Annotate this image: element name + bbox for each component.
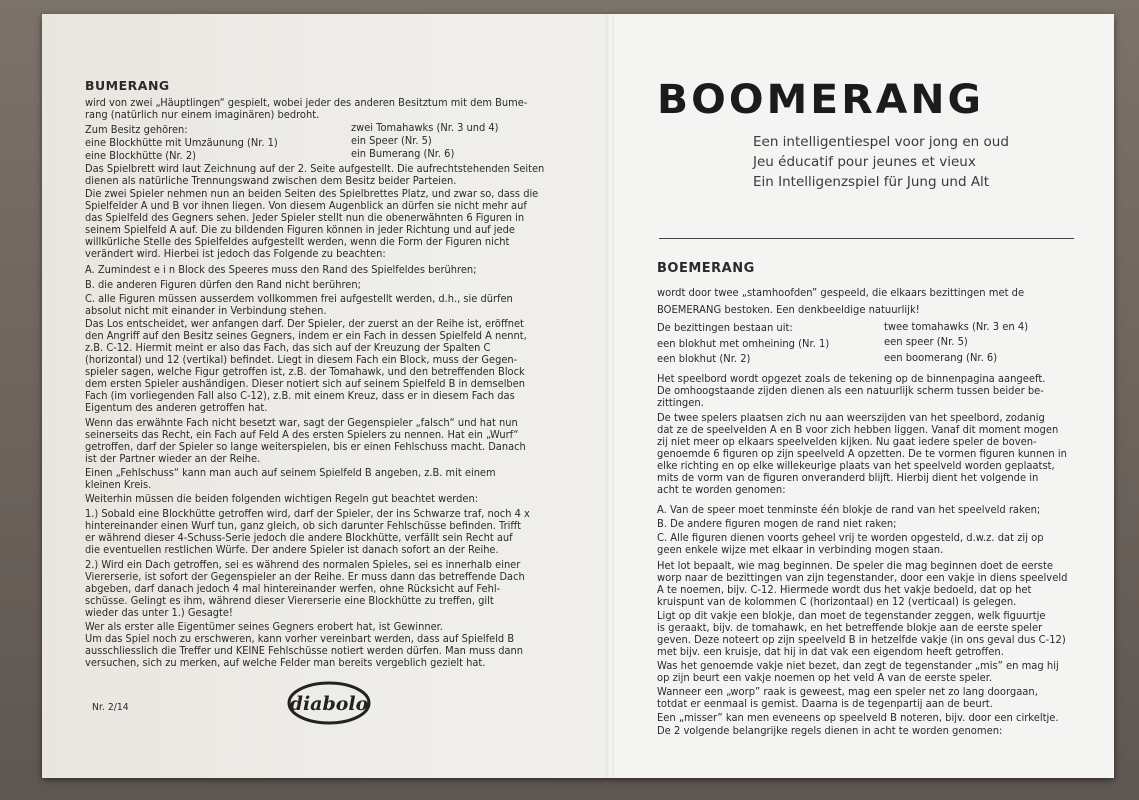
left-page <box>42 14 608 778</box>
right-line: De omhoogstaande zijden dienen als een natuurlijk scherm tussen beider be- <box>657 385 1044 397</box>
right-page <box>614 14 1114 778</box>
left-line: verändert wird. Hierbei ist jedoch das Folgende zu beachten: <box>85 248 386 260</box>
right-line: mits de vorm van de figuren onveranderd blijft. Hierbij dient het volgende in <box>657 472 1039 484</box>
fold-crease <box>606 14 614 778</box>
left-line: A. Zumindest e i n Block des Speeres muss den Rand des Spielfeldes berühren; <box>85 264 477 276</box>
page-title: BOOMERANG <box>657 77 985 123</box>
left-line: z.B. C-12. Hiermit meint er also das Fach, das sich auf der Kreuzung der Spalten C <box>85 342 491 354</box>
left-line: schüsse. Gelingt es ihm, während dieser Viererserie eine Blockhütte zu treffen, gilt <box>85 595 494 607</box>
right-heading: BOEMERANG <box>657 261 755 276</box>
right-line: B. De andere figuren mogen de rand niet raken; <box>657 518 897 530</box>
right-line: De twee spelers plaatsen zich nu aan weerszijden van het speelbord, zodanig <box>657 412 1045 424</box>
right-line: Het lot bepaalt, wie mag beginnen. De speler die mag beginnen doet de eerste <box>657 560 1053 572</box>
left-line: Eigentum des anderen getroffen hat. <box>85 402 268 414</box>
divider-line <box>659 238 1074 239</box>
left-line: Um das Spiel noch zu erschweren, kann vorher vereinbart werden, dass auf Spielfeld B <box>85 633 515 645</box>
left-heading: BUMERANG <box>85 78 170 93</box>
left-item-right: ein Bumerang (Nr. 6) <box>351 148 455 160</box>
right-line: elke richting en op elke willekeurige plaats van het speelveld worden geplaatst, <box>657 460 1055 472</box>
left-line: 2.) Wird ein Dach getroffen, sei es während des normalen Spieles, sei es innerhalb einer <box>85 559 521 571</box>
right-line: C. Alle figuren dienen voorts geheel vrij te worden opgesteld, d.w.z. dat zij op <box>657 532 1044 544</box>
right-item-right: een speer (Nr. 5) <box>884 336 968 348</box>
left-line: spieler sagen, welche Figur getroffen ist, z.B. der Tomahawk, und den betreffenden Block <box>85 366 525 378</box>
right-line: zij niet meer op elkaars speelvelden kijken. Nu gaat iedere speler de boven- <box>657 436 1037 448</box>
left-line: Das Spielbrett wird laut Zeichnung auf der 2. Seite aufgestellt. Die aufrechtstehenden Seiten <box>85 163 545 175</box>
left-line: eine Blockhütte mit Umzäunung (Nr. 1) <box>85 137 278 149</box>
left-item-right: zwei Tomahawks (Nr. 3 und 4) <box>351 122 499 134</box>
left-line: Zum Besitz gehören: <box>85 124 188 136</box>
diabolo-logo-icon <box>286 680 372 726</box>
left-line: Einen „Fehlschuss“ kann man auch auf seinem Spielfeld B angeben, z.B. mit einem <box>85 467 496 479</box>
subtitle-dutch: Een intelligentiespel voor jong en oud <box>753 134 1009 150</box>
left-line: Die zwei Spieler nehmen nun an beiden Seiten des Spielbrettes Platz, und zwar so, dass die <box>85 188 539 200</box>
right-line: Wanneer een „worp” raak is geweest, mag een speler net zo lang doorgaan, <box>657 686 1038 698</box>
left-line: willkürliche Stelle des Spielfeldes aufgestellt werden, wenn die Form der Figuren nicht <box>85 236 510 248</box>
left-line: Das Los entscheidet, wer anfangen darf. Der Spieler, der zuerst an der Reihe ist, eröffnet <box>85 318 524 330</box>
left-line: Weiterhin müssen die beiden folgenden wichtigen Regeln gut beachtet werden: <box>85 493 479 505</box>
left-line: das Spielfeld des Gegners sehen. Jeder Spieler stellt nun die obenerwähnten 6 Figuren in <box>85 212 525 224</box>
right-line: Het speelbord wordt opgezet zoals de tekening op de binnenpagina aangeeft. <box>657 373 1046 385</box>
right-line: op zijn beurt een vakje noemen op het veld A van de eerste speler. <box>657 672 993 684</box>
left-line: wieder das unter 1.) Gesagte! <box>85 607 233 619</box>
right-line: wordt door twee „stamhoofden” gespeeld, die elkaars bezittingen met de <box>657 287 1025 299</box>
right-line: dat ze de speelvelden A en B voor zich hebben liggen. Vanaf dit moment mogen <box>657 424 1059 436</box>
right-line: Was het genoemde vakje niet bezet, dan zegt de tegenstander „mis” en mag hij <box>657 660 1059 672</box>
right-line: Een „misser” kan men eveneens op speelveld B noteren, bijv. door een cirkeltje. <box>657 712 1059 724</box>
right-line: BOEMERANG bestoken. Een denkbeeldige natuurlijk! <box>657 304 920 316</box>
leaflet-sheet <box>42 14 1114 778</box>
left-line: (horizontal) und 12 (vertikal) befindet. Liegt in diesem Fach ein Block, muss der Gegen- <box>85 354 518 366</box>
subtitle-french: Jeu éducatif pour jeunes et vieux <box>753 154 976 170</box>
left-line: er während dieser 4-Schuss-Serie jedoch die andere Blockhütte, verfällt sein Recht auf <box>85 532 513 544</box>
right-line: worp naar de bezittingen van zijn tegenstander, door een vakje in diens speelveld <box>657 572 1068 584</box>
right-line: Ligt op dit vakje een blokje, dan moet de tegenstander zeggen, welk figuurtje <box>657 610 1046 622</box>
left-line: dem ersten Spieler aushändigen. Dieser notiert sich auf seinem Spielfeld B in demselben <box>85 378 525 390</box>
left-line: Wenn das erwähnte Fach nicht besetzt war, sagt der Gegenspieler „falsch“ und hat nun <box>85 417 518 429</box>
left-line: dienen als natürliche Trennungswand zwischen dem Besitz beider Parteien. <box>85 175 457 187</box>
left-item-right: ein Speer (Nr. 5) <box>351 135 432 147</box>
right-line: geen enkele wijze met elkaar in verbinding mogen staan. <box>657 544 944 556</box>
right-line: een blokhut (Nr. 2) <box>657 353 751 365</box>
left-line: wird von zwei „Häuptlingen“ gespielt, wobei jeder des anderen Besitztum mit dem Bume- <box>85 97 528 109</box>
right-line: een blokhut met omheining (Nr. 1) <box>657 338 830 350</box>
right-line: is geraakt, bijv. de tomahawk, en het betreffende blokje aan de eerste speler <box>657 622 1043 634</box>
left-line: versuchen, sich zu merken, auf welche Felder man bereits vergeblich gezielt hat. <box>85 657 486 669</box>
right-line: kruispunt van de kolommen C (horizontaal) en 12 (verticaal) is gelegen. <box>657 596 1017 608</box>
right-line: A. Van de speer moet tenminste één blokje de rand van het speelveld raken; <box>657 504 1041 516</box>
left-line: Fach (im vorliegenden Fall also C-12), z.B. mit einem Kreuz, dass er in diesem Fach das <box>85 390 515 402</box>
left-line: getroffen, darf der Spieler so lange weiterspielen, bis er einen Fehlschuss macht. Danach <box>85 441 526 453</box>
right-line: A te noemen, bijv. C-12. Hiermede wordt dus het vakje bedoeld, dat op het <box>657 584 1032 596</box>
left-line: Wer als erster alle Eigentümer seines Gegners erobert hat, ist Gewinner. <box>85 621 443 633</box>
left-line: B. die anderen Figuren dürfen den Rand nicht berühren; <box>85 279 361 291</box>
left-line: ausschliesslich die Treffer und KEINE Fehlschüsse notiert werden dürfen. Man muss dann <box>85 645 524 657</box>
right-item-right: twee tomahawks (Nr. 3 en 4) <box>884 321 1029 333</box>
left-line: rang (natürlich nur einem imaginären) bedroht. <box>85 109 320 121</box>
left-line: ist der Partner wieder an der Reihe. <box>85 453 261 465</box>
right-line: geven. Deze noteert op zijn speelveld B in hetzelfde vakje (in ons geval dus C-12) <box>657 634 1066 646</box>
left-line: Viererserie, ist sofort der Gegenspieler an der Reihe. Er muss dann das betreffende Dach <box>85 571 525 583</box>
left-line: abgeben, darf danach jedoch 4 mal hintereinander werfen, ohne Rücksicht auf Fehl- <box>85 583 501 595</box>
left-line: eine Blockhütte (Nr. 2) <box>85 150 197 162</box>
left-line: kleinen Kreis. <box>85 479 152 491</box>
left-line: die eventuellen restlichen Würfe. Der andere Spieler ist danach sofort an der Reihe. <box>85 544 499 556</box>
right-line: genoemde 6 figuren op zijn speelveld A opzetten. De te vormen figuren kunnen in <box>657 448 1067 460</box>
subtitle-german: Ein Intelligenzspiel für Jung und Alt <box>753 174 990 190</box>
left-line: absolut nicht mit einander in Verbindung stehen. <box>85 305 327 317</box>
right-line: totdat er eenmaal is gemist. Daarna is de tegenpartij aan de beurt. <box>657 698 993 710</box>
left-line: seinem Spielfeld A auf. Die zu bildenden Figuren können in jeder Richtung und auf jede <box>85 224 515 236</box>
right-item-right: een boomerang (Nr. 6) <box>884 352 998 364</box>
left-line: den Angriff auf den Besitz seines Gegners, indem er ein Fach in dessen Spielfeld A nennt, <box>85 330 527 342</box>
left-line: C. alle Figuren müssen ausserdem vollkommen frei aufgestellt werden, d.h., sie dürfen <box>85 293 513 305</box>
right-line: met bijv. een kruisje, dat hij in dat vak een eigendom heeft getroffen. <box>657 646 1004 658</box>
right-line: De bezittingen bestaan uit: <box>657 322 793 334</box>
right-line: De 2 volgende belangrijke regels dienen in acht te worden genomen: <box>657 725 1003 737</box>
left-line: Spielfelder A und B vor ihnen liegen. Von diesem Augenblick an dürfen sie nicht mehr auf <box>85 200 527 212</box>
left-line: seinerseits das Recht, ein Fach auf Feld A des ersten Spielers zu nennen. Hat ein „Wurf“ <box>85 429 519 441</box>
left-line: hintereinander einen Wurf tun, ganz gleich, ob sich darunter Fehlschüsse befinden. Trifft <box>85 520 522 532</box>
page-number: Nr. 2/14 <box>92 702 129 713</box>
right-line: zittingen. <box>657 397 704 409</box>
left-line: 1.) Sobald eine Blockhütte getroffen wird, darf der Spieler, der ins Schwarze traf, noch 4 x <box>85 508 530 520</box>
right-line: acht te worden genomen: <box>657 484 786 496</box>
logo-text: diabolo <box>289 693 369 715</box>
